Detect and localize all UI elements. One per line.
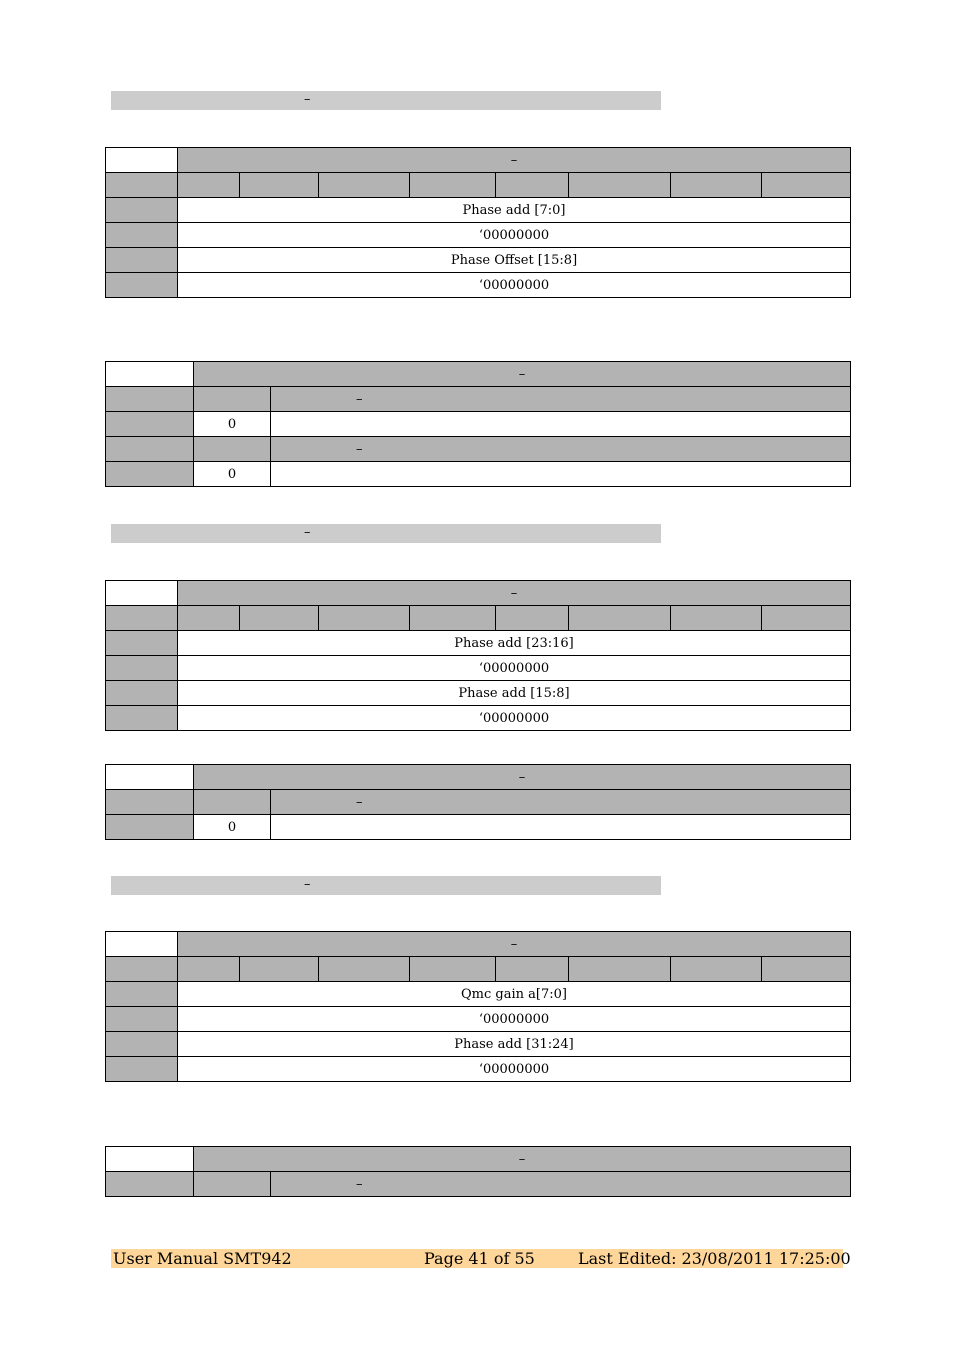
field-value: 0 [194, 815, 271, 840]
field-subheader: – [271, 790, 851, 815]
field-subheader: – [271, 387, 851, 412]
row-value: ‘00000000 [178, 656, 851, 681]
page-footer [111, 1249, 851, 1268]
register-byte-table-2 [105, 580, 851, 731]
table-header: – [194, 362, 851, 387]
table-row [106, 706, 851, 731]
caption-text: – [304, 92, 311, 107]
table-header: – [178, 932, 851, 957]
register-field-table-2 [105, 764, 851, 840]
register-byte-table-1 [105, 147, 851, 298]
bit-header-row [106, 173, 851, 198]
field-value: 0 [194, 412, 271, 437]
table-row [106, 248, 851, 273]
row-value: ‘00000000 [178, 273, 851, 298]
table-row [106, 1007, 851, 1032]
table-row [106, 273, 851, 298]
table-header: – [194, 1147, 851, 1172]
section-caption-1 [111, 91, 661, 110]
table-row [106, 1032, 851, 1057]
section-caption-2 [111, 524, 661, 543]
field-subheader: – [271, 437, 851, 462]
table-row [106, 656, 851, 681]
table-row [106, 982, 851, 1007]
register-field-table-3 [105, 1146, 851, 1197]
table-row [106, 198, 851, 223]
register-byte-table-3 [105, 931, 851, 1082]
row-value: Phase Offset [15:8] [178, 248, 851, 273]
footer-last-edited: Last Edited: 23/08/2011 17:25:00 [578, 1249, 851, 1268]
row-value: ‘00000000 [178, 1007, 851, 1032]
bit-header-row [106, 606, 851, 631]
bit-header-row [106, 957, 851, 982]
row-value: ‘00000000 [178, 1057, 851, 1082]
caption-text: – [304, 877, 311, 892]
caption-text: – [304, 525, 311, 540]
register-field-table-1 [105, 361, 851, 487]
section-caption-3 [111, 876, 661, 895]
row-value: Phase add [15:8] [178, 681, 851, 706]
row-value: Phase add [7:0] [178, 198, 851, 223]
field-value: 0 [194, 462, 271, 487]
footer-page-number: Page 41 of 55 [424, 1249, 535, 1268]
table-header: – [178, 581, 851, 606]
table-row [106, 1057, 851, 1082]
table-row [106, 681, 851, 706]
row-value: Phase add [31:24] [178, 1032, 851, 1057]
table-header: – [178, 148, 851, 173]
row-value: Phase add [23:16] [178, 631, 851, 656]
table-header: – [194, 765, 851, 790]
row-value: ‘00000000 [178, 706, 851, 731]
footer-manual-title: User Manual SMT942 [113, 1249, 292, 1268]
row-value: Qmc gain a[7:0] [178, 982, 851, 1007]
table-row [106, 631, 851, 656]
corner-cell [106, 148, 178, 173]
table-row [106, 223, 851, 248]
field-subheader: – [271, 1172, 851, 1197]
row-value: ‘00000000 [178, 223, 851, 248]
